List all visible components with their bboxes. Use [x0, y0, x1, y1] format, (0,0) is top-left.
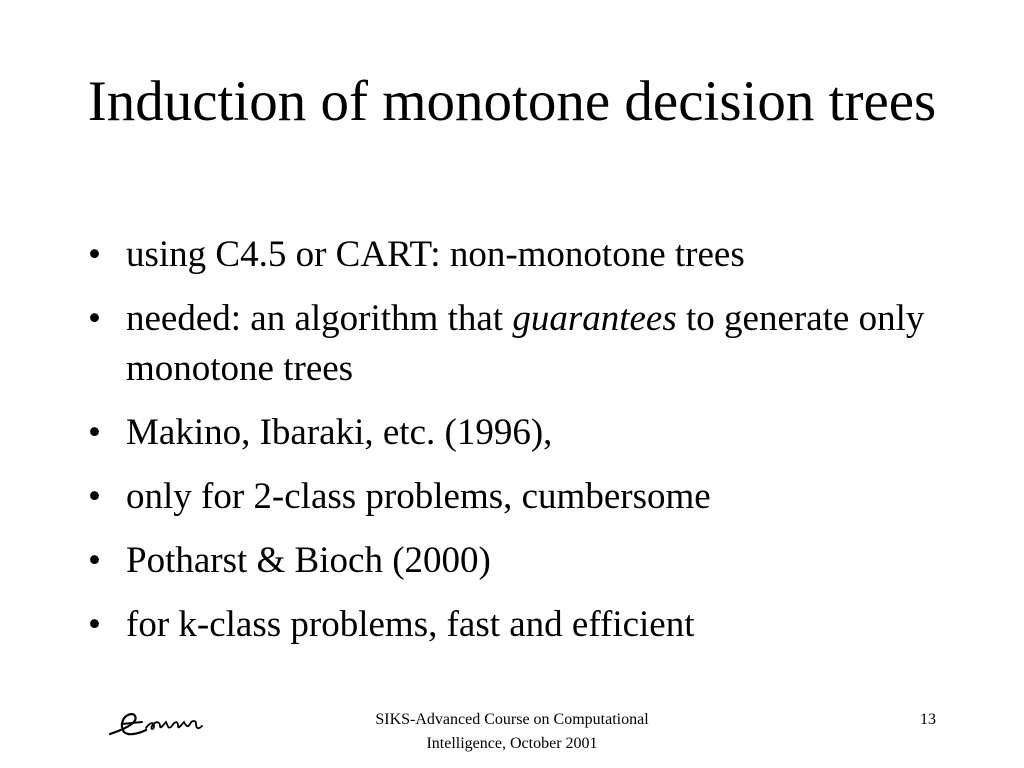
bullet-item	[88, 600, 968, 650]
slide-title: Induction of monotone decision trees	[87, 70, 937, 133]
bullet-marker: •	[88, 234, 101, 275]
bullet-text: using C4.5 or CART: non-monotone trees	[126, 234, 745, 275]
bullet-marker: •	[88, 412, 101, 453]
bullet-text: Makino, Ibaraki, etc. (1996),	[126, 412, 553, 453]
bullet-item	[88, 230, 968, 280]
bullet-item	[88, 408, 968, 458]
page-number: 13	[920, 711, 936, 728]
footer-course-text: SIKS-Advanced Course on Computational Intelligence, October 2001	[375, 711, 649, 752]
bullet-item	[88, 472, 968, 522]
bullet-text-end: to generate only monotone trees	[126, 298, 925, 389]
bullet-marker: •	[88, 476, 101, 517]
bullet-item	[88, 536, 968, 586]
bullet-text: for k-class problems, fast and efficient	[126, 604, 695, 645]
bullet-text: Potharst & Bioch (2000)	[126, 540, 491, 581]
erasmus-logo-mark	[108, 700, 218, 742]
bullet-text: only for 2-class problems, cumbersome	[126, 476, 711, 517]
bullet-emphasis: guarantees	[512, 298, 677, 339]
bullet-list	[88, 230, 968, 664]
erasmus-logo	[108, 700, 218, 742]
bullet-marker: •	[88, 604, 101, 645]
bullet-marker: •	[88, 298, 101, 339]
bullet-text-start: needed: an algorithm that	[126, 298, 513, 339]
bullet-marker: •	[88, 540, 101, 581]
bullet-item	[88, 294, 968, 394]
